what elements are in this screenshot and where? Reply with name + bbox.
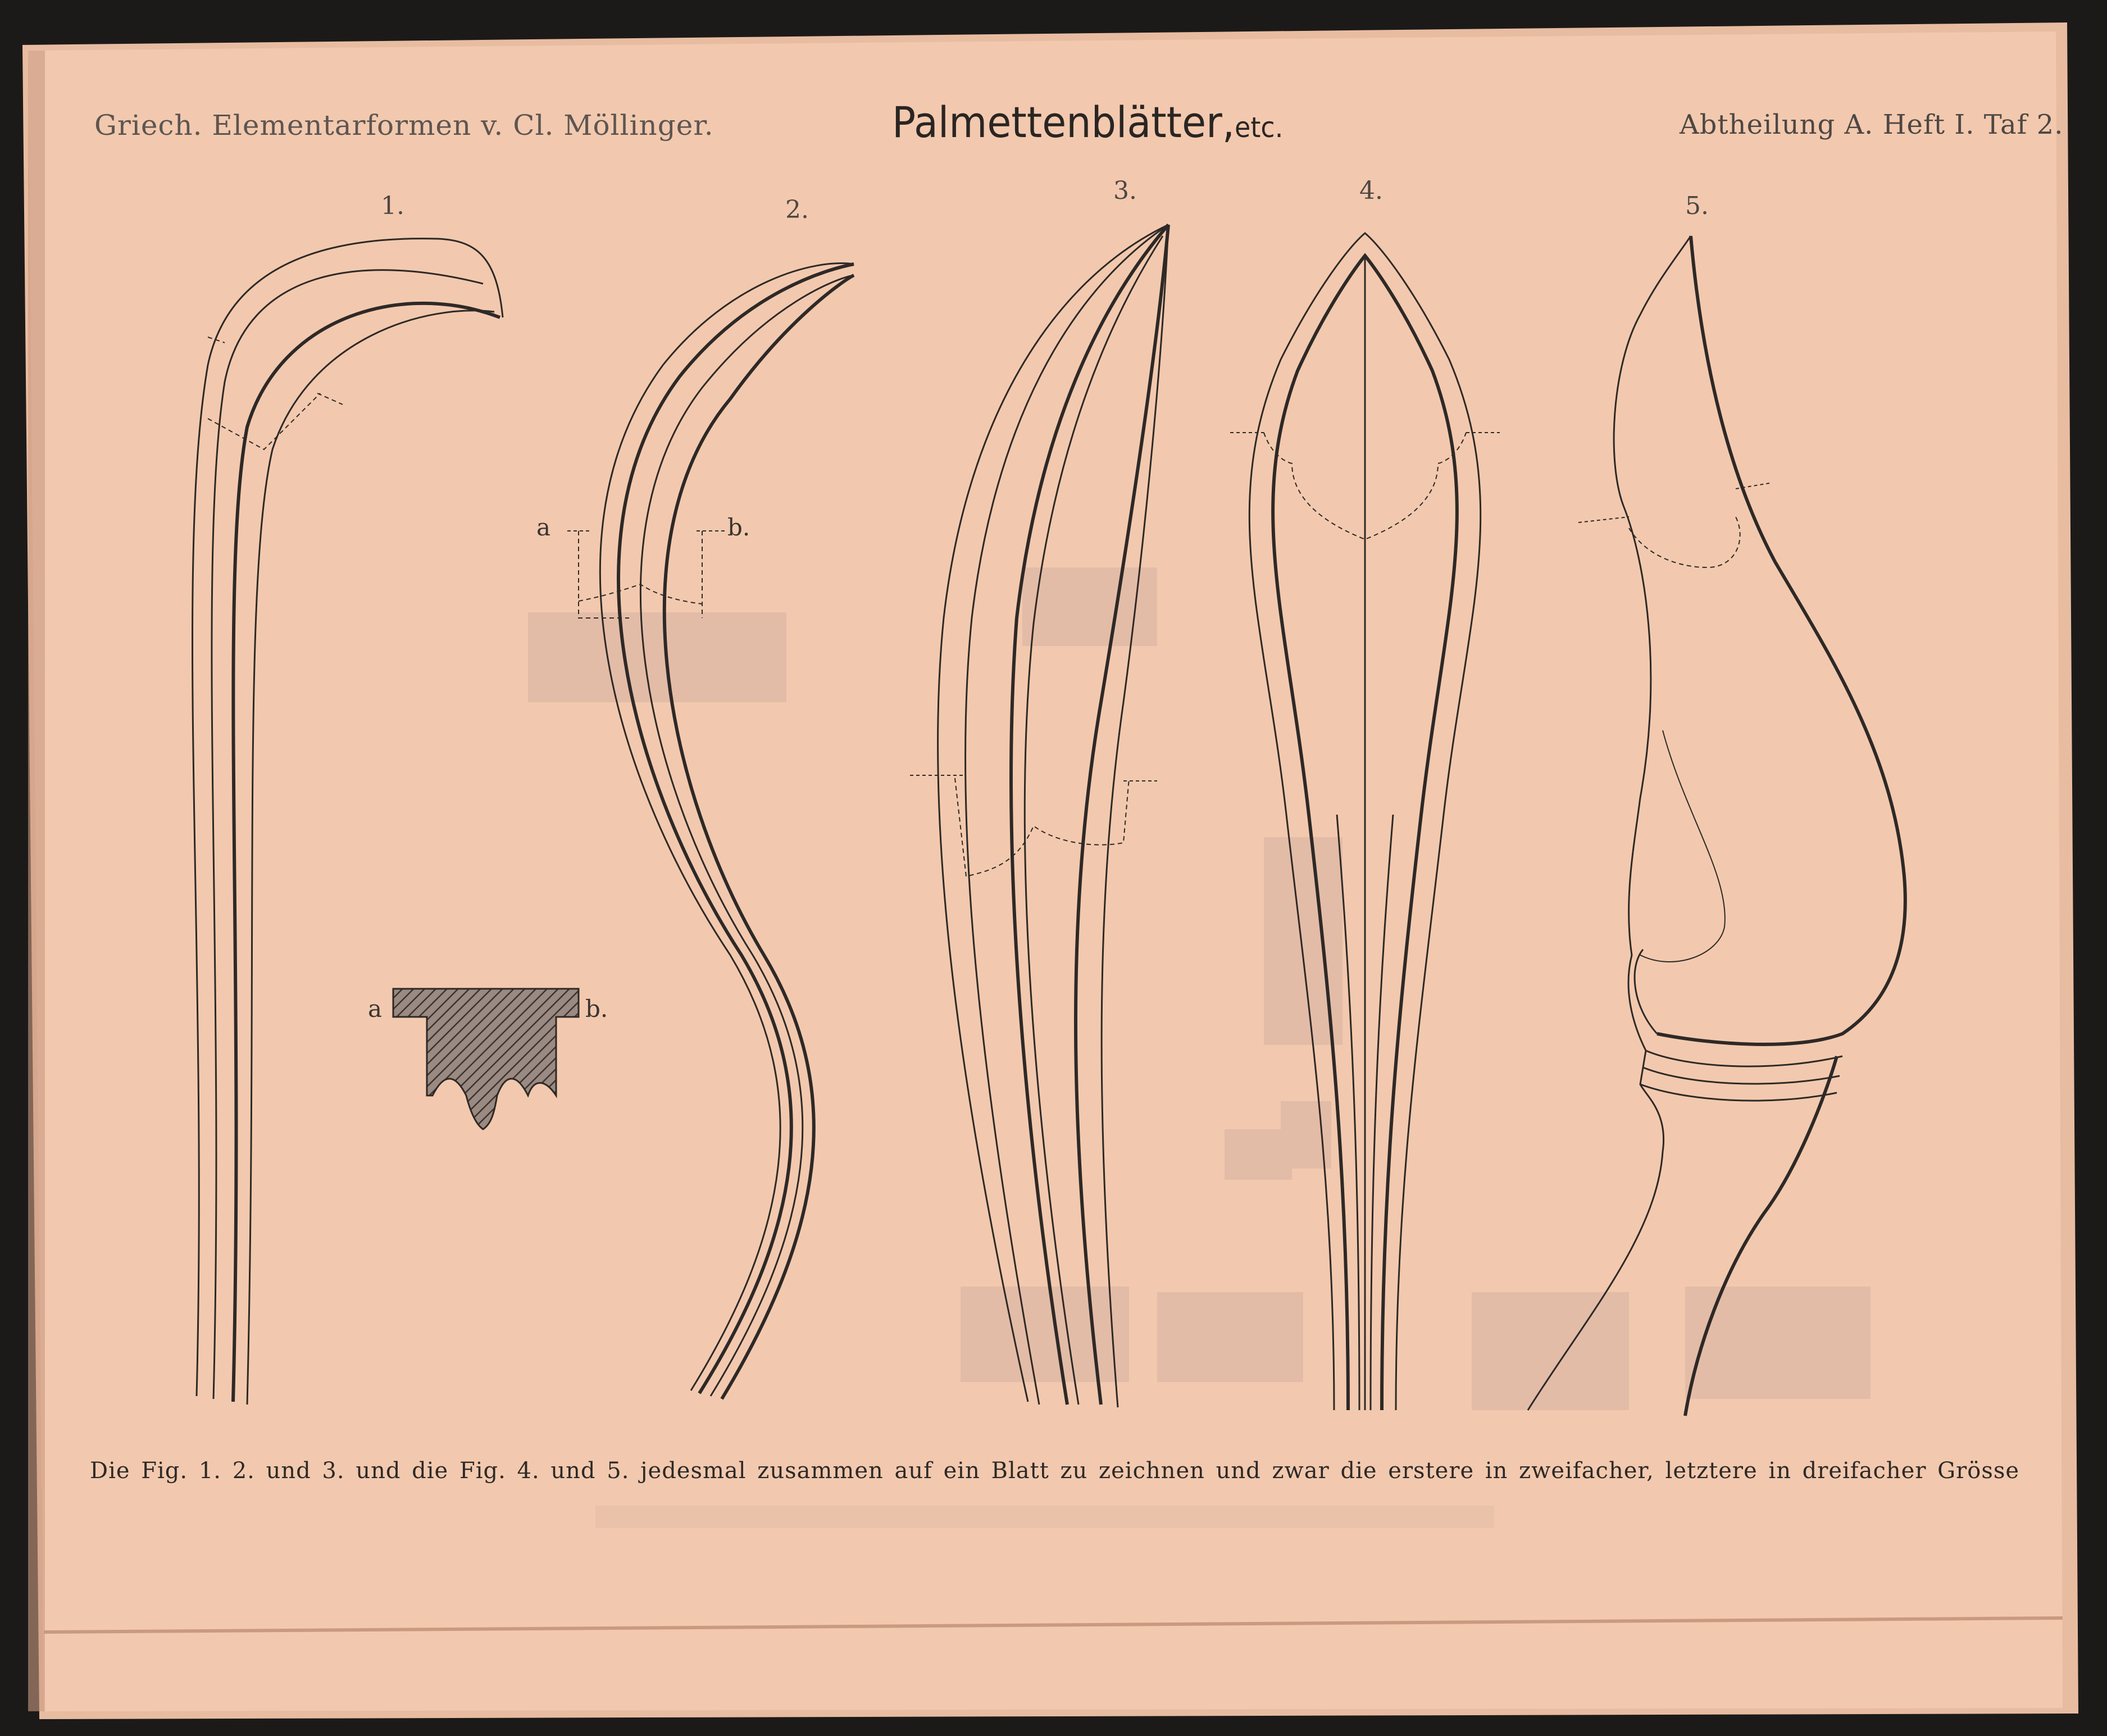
- figure-4-number: 4.: [1359, 176, 1383, 205]
- figure-2-number: 2.: [785, 196, 809, 224]
- cross-section-label-a: a: [368, 995, 383, 1022]
- page-title-suffix: etc.: [1235, 111, 1284, 144]
- page-fold-shadow: [28, 51, 45, 1711]
- header-plate-reference: Abtheilung A. Heft I. Taf 2.: [1680, 109, 2064, 140]
- figure-1-number: 1.: [381, 192, 404, 220]
- header-series-title: Griech. Elementarformen v. Cl. Möllinger.: [94, 109, 714, 142]
- page-title: [892, 97, 1284, 147]
- page-title-main: Palmettenblätter,: [892, 97, 1235, 147]
- figure-3-number: 3.: [1113, 176, 1137, 205]
- cross-section-label-b: b.: [585, 995, 608, 1022]
- figure-2-label-b: b.: [727, 513, 750, 541]
- figure-5-number: 5.: [1685, 192, 1709, 220]
- plate-caption: Die Fig. 1. 2. und 3. und die Fig. 4. und 5. jedesmal zusammen auf ein Blatt zu zeichnen und zwar die erstere in zweifacher, letztere in dreifacher Grösse: [90, 1458, 2020, 1484]
- figure-2-label-a: a: [536, 513, 551, 541]
